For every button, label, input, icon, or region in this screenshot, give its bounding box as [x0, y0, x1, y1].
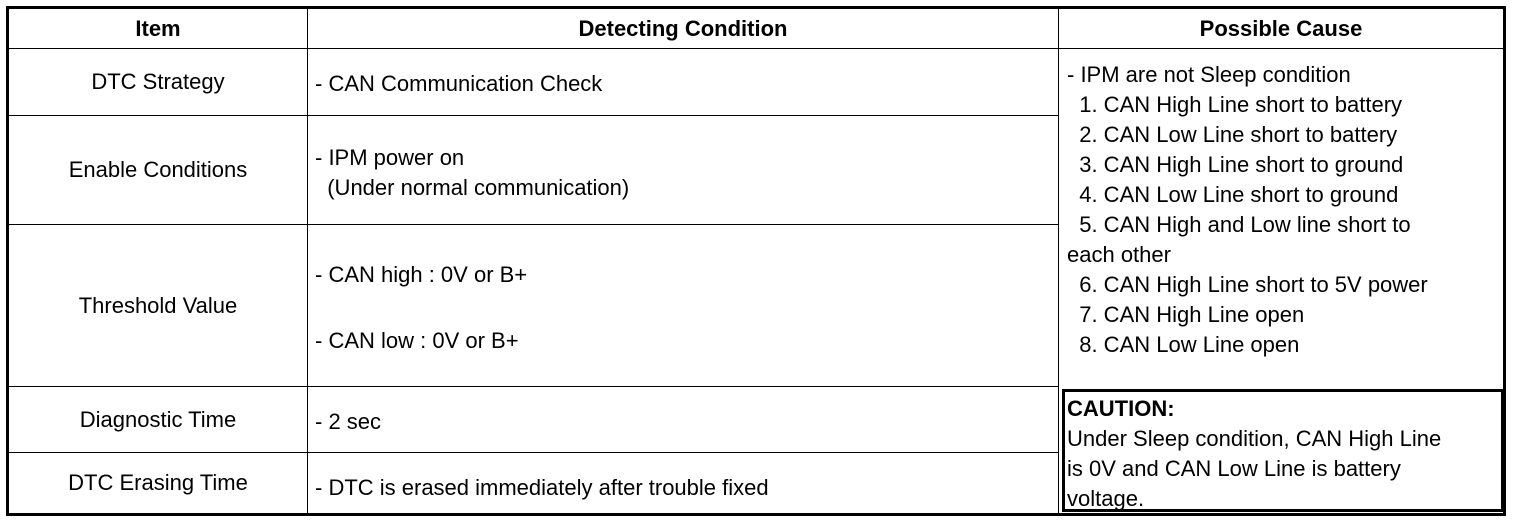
column-divider	[1058, 9, 1059, 513]
cause-line: 6. CAN High Line short to 5V power	[1067, 272, 1428, 297]
caution-text-line: voltage.	[1067, 486, 1145, 511]
condition-diagnostic-time: - 2 sec	[315, 409, 382, 434]
cause-line: 4. CAN Low Line short to ground	[1067, 182, 1399, 207]
condition-enable-line: (Under normal communication)	[315, 175, 630, 200]
cause-line: each other	[1067, 242, 1171, 267]
header-detecting-condition: Detecting Condition	[578, 15, 788, 41]
item-dtc-strategy: DTC Strategy	[91, 69, 225, 94]
caution-title: CAUTION:	[1067, 396, 1175, 421]
item-dtc-erasing-time: DTC Erasing Time	[68, 470, 248, 495]
cause-line: 2. CAN Low Line short to battery	[1067, 122, 1398, 147]
cause-line: 5. CAN High and Low line short to	[1067, 212, 1411, 237]
cause-line: 8. CAN Low Line open	[1067, 332, 1300, 357]
condition-erasing-time: - DTC is erased immediately after trouble fixed	[315, 475, 769, 500]
column-divider	[307, 9, 308, 513]
condition-enable-line: - IPM power on	[315, 145, 465, 170]
item-diagnostic-time: Diagnostic Time	[79, 406, 237, 432]
caution-text-line: Under Sleep condition, CAN High Line	[1067, 426, 1442, 451]
item-enable-conditions: Enable Conditions	[68, 157, 248, 182]
caution-box	[1062, 389, 1504, 512]
dtc-table	[6, 6, 1506, 516]
condition-threshold-low: - CAN low : 0V or B+	[315, 328, 519, 353]
cause-line: 3. CAN High Line short to ground	[1067, 152, 1404, 177]
caution-text-line: is 0V and CAN Low Line is battery	[1067, 456, 1401, 481]
item-threshold-value: Threshold Value	[78, 292, 238, 318]
condition-dtc-strategy: - CAN Communication Check	[315, 71, 603, 96]
cause-line: 7. CAN High Line open	[1067, 302, 1305, 327]
condition-threshold-high: - CAN high : 0V or B+	[315, 262, 528, 287]
cause-line: 1. CAN High Line short to battery	[1067, 92, 1403, 117]
possible-cause-list	[1067, 60, 1507, 360]
header-possible-cause: Possible Cause	[1199, 15, 1363, 41]
cause-line: - IPM are not Sleep condition	[1067, 62, 1351, 87]
header-item: Item	[135, 15, 181, 41]
